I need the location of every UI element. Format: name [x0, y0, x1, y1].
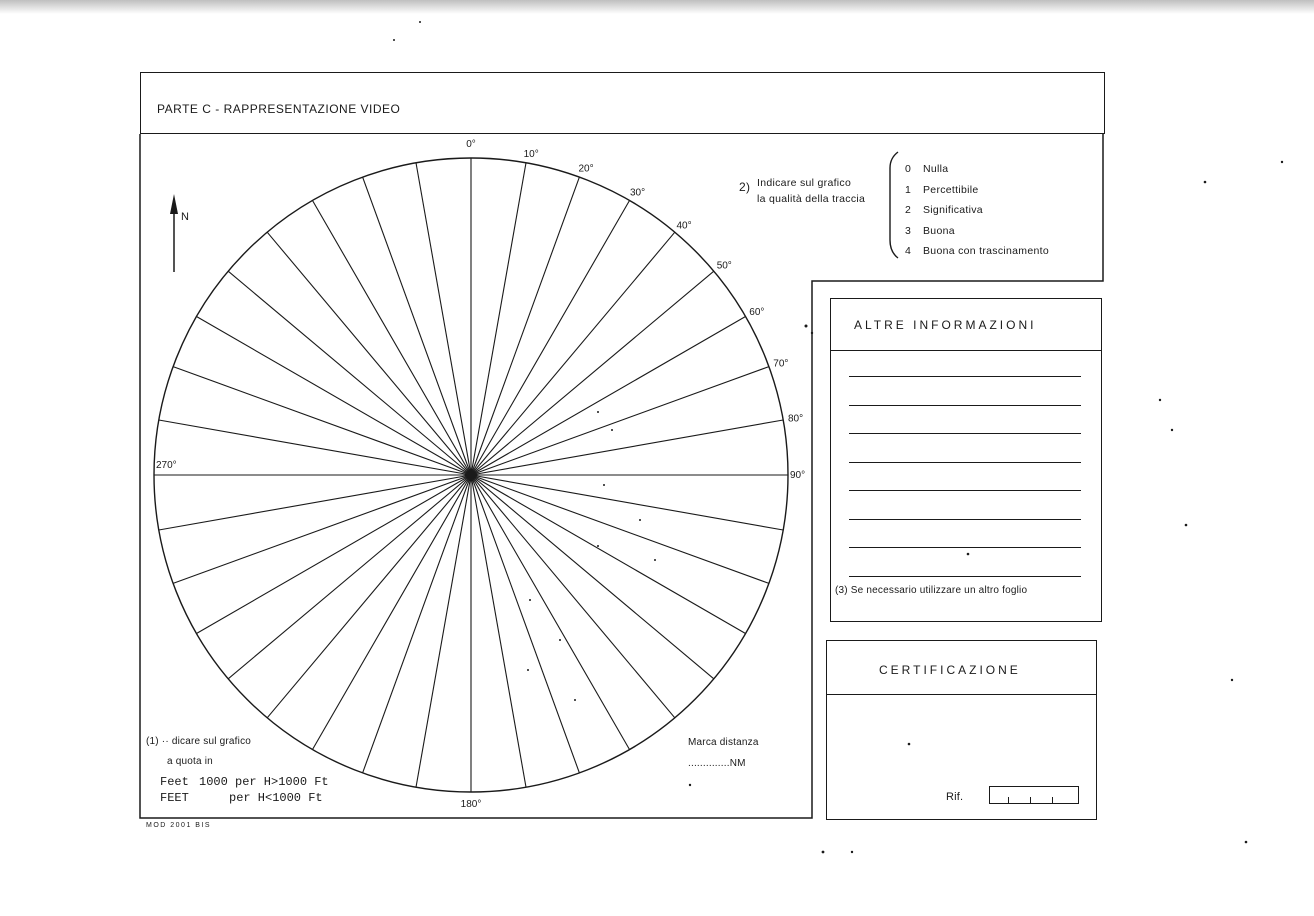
compass-spoke-200 — [363, 475, 471, 773]
quality-label-3: Buona — [923, 225, 955, 237]
north-label: N — [181, 211, 190, 223]
compass-spoke-160 — [471, 475, 579, 773]
compass-spoke-20 — [471, 177, 579, 475]
compass-label-180: 180° — [460, 799, 482, 810]
altre-writing-line[interactable] — [849, 462, 1081, 463]
compass-spoke-40 — [471, 232, 675, 475]
certificazione-title-divider — [826, 694, 1097, 695]
footnote-line1: (1) ·· dicare sul grafico — [146, 736, 252, 747]
compass-spoke-220 — [267, 475, 471, 718]
rif-tick-1 — [1008, 797, 1009, 803]
rif-input[interactable] — [989, 786, 1079, 804]
quality-instruction-line2: la qualità della traccia — [757, 193, 866, 205]
compass-label-50: 50° — [716, 260, 732, 272]
certificazione-title: CERTIFICAZIONE — [879, 663, 1021, 677]
compass-label-0: 0° — [466, 139, 476, 150]
footnote-unit-feet-caps: FEET — [160, 791, 189, 805]
compass-spoke-310 — [228, 271, 471, 475]
altre-writing-line[interactable] — [849, 490, 1081, 491]
quality-bracket — [890, 152, 898, 258]
compass-label-20: 20° — [578, 163, 594, 175]
marca-distanza-label: Marca distanza — [688, 737, 759, 748]
compass-label-40: 40° — [676, 220, 692, 232]
altre-writing-line[interactable] — [849, 519, 1081, 520]
quality-label-2: Significativa — [923, 204, 983, 216]
footnote-line2: a quota in — [167, 756, 213, 767]
altre-writing-line[interactable] — [849, 547, 1081, 548]
form-code: MOD 2001 BIS — [146, 822, 212, 829]
altre-informazioni-box — [830, 298, 1102, 622]
north-arrow-icon — [170, 194, 178, 214]
quality-instruction-line1: Indicare sul grafico — [757, 177, 852, 189]
altre-writing-line[interactable] — [849, 405, 1081, 406]
marca-distanza-value[interactable]: ..............NM — [688, 758, 746, 769]
compass-spoke-250 — [173, 475, 471, 583]
page-title: PARTE C - RAPPRESENTAZIONE VIDEO — [157, 102, 401, 116]
compass-spoke-110 — [471, 475, 769, 583]
compass-spoke-140 — [471, 475, 675, 718]
compass-label-90: 90° — [790, 470, 806, 481]
quality-label-4: Buona con trascinamento — [923, 245, 1049, 257]
footnote-rule-above: 1000 per H>1000 Ft — [199, 775, 329, 789]
rif-tick-3 — [1052, 797, 1053, 803]
quality-code-4: 4 — [905, 245, 912, 257]
compass-spoke-230 — [228, 475, 471, 679]
quality-code-0: 0 — [905, 163, 912, 175]
altre-writing-line[interactable] — [849, 376, 1081, 377]
altre-informazioni-title: ALTRE INFORMAZIONI — [854, 318, 1037, 332]
compass-spoke-340 — [363, 177, 471, 475]
compass-center — [466, 470, 476, 480]
footnote-rule-below: per H<1000 Ft — [229, 791, 323, 805]
compass-label-30: 30° — [630, 187, 646, 199]
compass-label-80: 80° — [788, 413, 804, 425]
altre-footnote: (3) Se necessario utilizzare un altro foglio — [835, 585, 1028, 596]
compass-spoke-320 — [267, 232, 471, 475]
altre-writing-line[interactable] — [849, 433, 1081, 434]
altre-writing-line[interactable] — [849, 576, 1081, 577]
footnote-unit-feet: Feet — [160, 775, 189, 789]
quality-code-1: 1 — [905, 184, 912, 196]
quality-code-3: 3 — [905, 225, 912, 237]
quality-number: 2) — [739, 180, 751, 194]
compass-spoke-290 — [173, 367, 471, 475]
compass-label-70: 70° — [773, 358, 789, 370]
quality-code-2: 2 — [905, 204, 912, 216]
compass-spoke-70 — [471, 367, 769, 475]
compass-label-60: 60° — [749, 307, 765, 318]
quality-label-0: Nulla — [923, 163, 949, 175]
compass-spoke-50 — [471, 271, 714, 475]
compass-label-10: 10° — [523, 149, 539, 160]
compass-spoke-130 — [471, 475, 714, 679]
rif-tick-2 — [1030, 797, 1031, 803]
quality-label-1: Percettibile — [923, 184, 979, 196]
rif-label: Rif. — [946, 791, 964, 803]
altre-title-divider — [830, 350, 1102, 351]
compass-label-270: 270° — [156, 460, 177, 471]
